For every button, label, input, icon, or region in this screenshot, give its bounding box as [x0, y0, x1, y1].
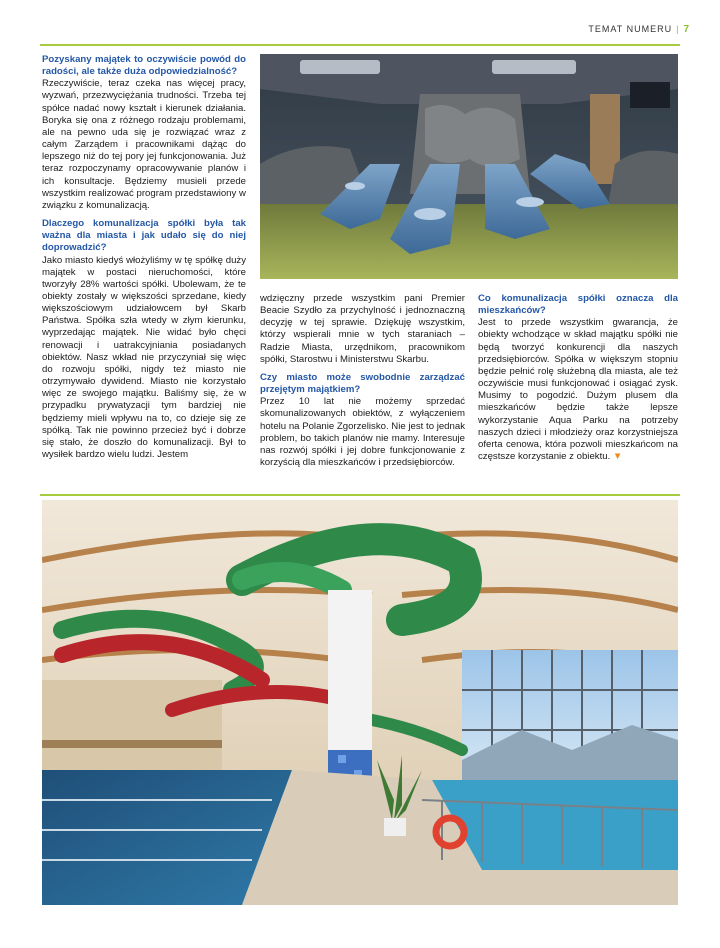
- section-title: TEMAT NUMERU: [588, 24, 673, 34]
- page-number: 7: [683, 24, 690, 35]
- question-heading: Pozyskany majątek to oczywiście powód do radości, ale także duża odpowiedzialność?: [42, 54, 246, 78]
- answer-text: Jest to przede wszystkim gwarancja, że obiekty wchodzące w skład majątku spółki nie będą tworzyć konkurencji dla naszych przedsiębiorców. Spółka w większym stopniu będzie pełnić rolę służebną dla miasta, ale też oczywiście musi funkcjonować i osiągać zysk. Musimy to pogodzić. Dużym plusem dla mieszkańców będzie także lepsze wykorzystanie Aqua Parku na potrzeby naszych dzieci i młodzieży oraz korzystniejsza oferta cenowa, która pozwoli mieszkańcom na częstsze korzystanie z obiektu.: [478, 317, 678, 463]
- text-column-1: [42, 54, 246, 461]
- end-of-article-icon: ▼: [612, 451, 623, 463]
- relaxation-room-photo: [260, 54, 678, 279]
- question-heading: Dlaczego komunalizacja spółki była tak ważna dla miasta i jak udało się do niej doprowadzić?: [42, 218, 246, 254]
- text-column-3: [478, 293, 678, 463]
- question-heading: Czy miasto może swobodnie zarządzać przejętym majątkiem?: [260, 371, 465, 396]
- answer-paragraph: wdzięczny przede wszystkim pani Premier Beacie Szydło za przychylność i jednoznaczną decyzję w tej sprawie. Dziękuję wszystkim, którzy wspierali mnie w tych staraniach – Radzie Miasta, urzędnikom, pracownikom spółki, Starostwu i Ministerstwu Skarbu.: [260, 293, 465, 365]
- aqua-park-photo: [42, 500, 678, 905]
- answer-paragraph: Przez 10 lat nie możemy sprzedać skomunalizowanych obiektów, z wyłączeniem hotelu na Polanie Zgorzelisko. Nie jest to jednak problem, bo takich planów nie mamy. Interesuje nas rozwój spółki i jej dobre funkcjonowanie z korzyścią dla mieszkańców i przedsiębiorców.: [260, 396, 465, 469]
- question-heading: Co komunalizacja spółki oznacza dla mieszkańców?: [478, 293, 678, 317]
- divider-rule: [40, 494, 680, 496]
- top-rule: [40, 44, 680, 46]
- text-column-2: [260, 293, 465, 469]
- running-header: [588, 24, 690, 35]
- answer-paragraph: Jako miasto kiedyś włożyliśmy w tę spółkę duży majątek w postaci nieruchomości, które tworzyły 28% wartości spółki. Ubolewam, że te obiekty zostały w większości sprzedane, kiedy większościowym udziałowcem był Skarb Państwa. Spółka szła wtedy w złym kierunku, wyprzedając majątek. Nie widać było chęci renowacji i uatrakcyjniania posiadanych obiektów. Nasz wkład nie przyczyniał się więc do rozwoju spółki, nigdy też miasto nie otrzymywało dywidend. Miasto nie korzystało więc ze swojego majątku. Baliśmy się, że w przypadku prywatyzacji tym bardziej nie będziemy mieli wpływu na to, co dzieje się ze spółką. Tak nie powinno przecież być i dobrze się stało, że doszło do komunalizacji. Był to wysiłek bardzo wielu ludzi. Jestem: [42, 254, 246, 460]
- answer-paragraph: Rzeczywiście, teraz czeka nas więcej pracy, wyzwań, przezwyciężania trudności. Trzeba tej spółce nadać nowy kształt i kierunek działania. Boryka się ona z różnego rodzaju problemami, ale na pewno uda się je rozwiązać wraz z całym Zarządem i pracownikami dążąc do lepszego niż do tej pory jej funkcjonowania. Już teraz rozpoczynamy opracowywanie planów i ich konsultacje. Będziemy musieli przede wszystkim realizować program przedstawiony w związku z komunalizacją.: [42, 78, 246, 211]
- header-divider: |: [676, 24, 680, 34]
- answer-paragraph: [478, 317, 678, 463]
